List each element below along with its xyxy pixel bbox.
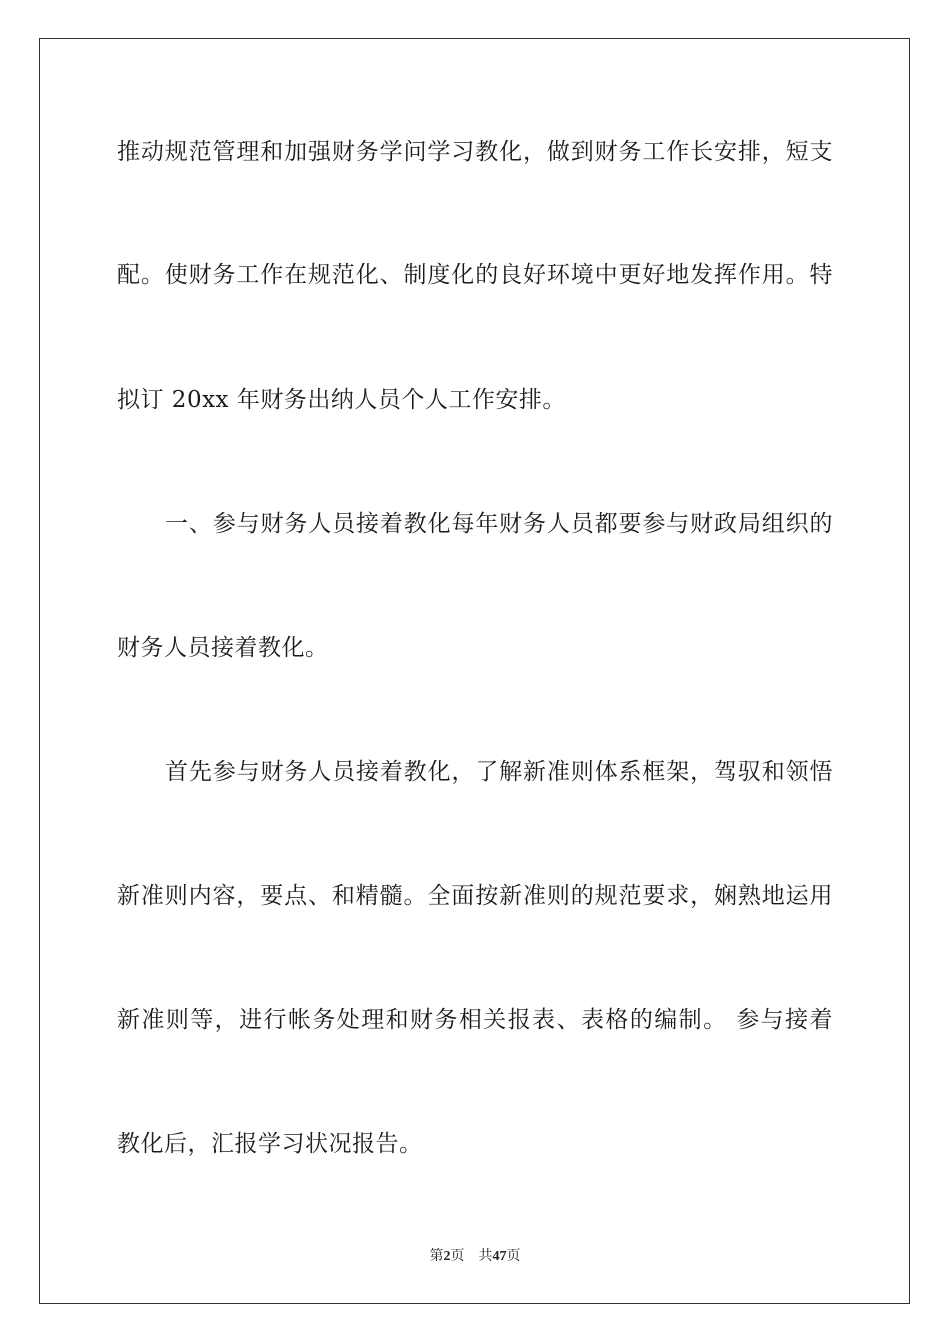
total-prefix: 共: [478, 1248, 493, 1264]
current-page-number: 2: [443, 1249, 451, 1264]
paragraph-line-9: 教化后，汇报学习状况报告。: [117, 1131, 423, 1157]
paragraph-line-7: 新准则内容，要点、和精髓。全面按新准则的规范要求，娴熟地运用: [117, 883, 833, 909]
paragraph-line-6: 首先参与财务人员接着教化，了解新准则体系框架，驾驭和领悟: [165, 759, 833, 785]
page-unit: 页: [450, 1248, 465, 1264]
page-footer: [0, 1246, 950, 1267]
section-heading-1: 一、参与财务人员接着教化每年财务人员都要参与财政局组织的: [165, 511, 833, 537]
body-text-line-3: 拟订 20xx 年财务出纳人员个人工作安排。: [117, 387, 566, 413]
body-text-line-1: 推动规范管理和加强财务学问学习教化，做到财务工作长安排，短支: [117, 139, 833, 165]
page-prefix: 第: [429, 1248, 444, 1264]
total-page-count: 47: [492, 1249, 507, 1264]
body-text-line-5: 财务人员接着教化。: [117, 635, 329, 661]
total-unit: 页: [506, 1248, 521, 1264]
body-text-line-2: 配。使财务工作在规范化、制度化的良好环境中更好地发挥作用。特: [117, 262, 833, 288]
page-border: [39, 38, 910, 1304]
paragraph-line-8: 新准则等，进行帐务处理和财务相关报表、表格的编制。 参与接着: [117, 1007, 833, 1033]
